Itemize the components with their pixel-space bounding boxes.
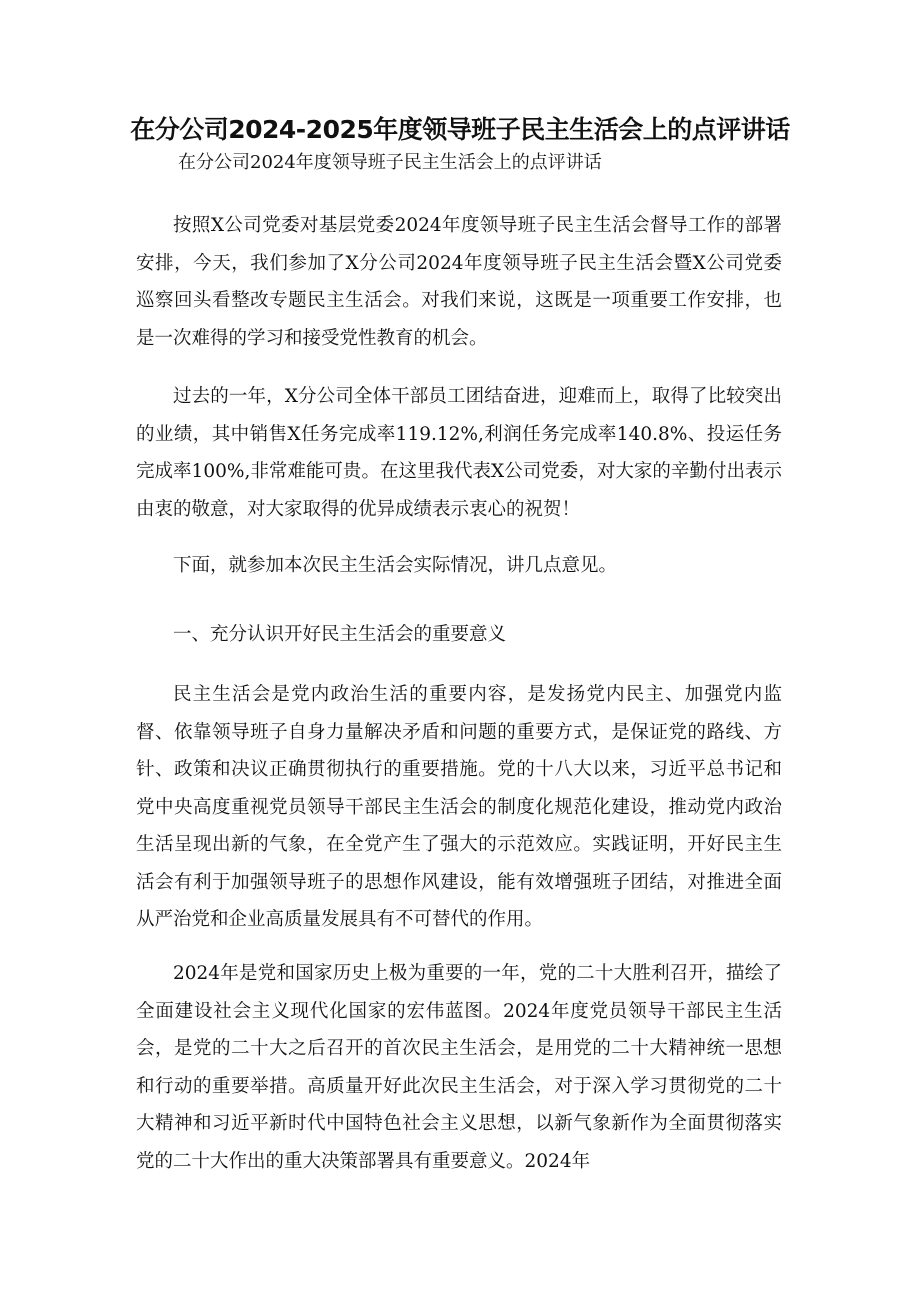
paragraph-2024: 2024年是党和国家历史上极为重要的一年，党的二十大胜利召开，描绘了全面建设社会主义现代化国家的宏伟蓝图。2024年度党员领导干部民主生活会，是党的二十大之后召开的首次民主生活会，是用党的二十大精神统一思想和行动的重要举措。高质量开好此次民主生活会，对于深入学习贯彻党的二十大精神和习近平新时代中国特色社会主义思想，以新气象新作为全面贯彻落实党的二十大作出的重大决策部署具有重要意义。2024年	[136, 963, 782, 1172]
document-title: 在分公司2024-2025年度领导班子民主生活会上的点评讲话	[130, 115, 790, 144]
document-subtitle: 在分公司2024年度领导班子民主生活会上的点评讲话	[178, 152, 602, 173]
section-heading-1: 一、充分认识开好民主生活会的重要意义	[173, 624, 507, 645]
paragraph-significance: 民主生活会是党内政治生活的重要内容，是发扬党内民主、加强党内监督、依靠领导班子自身力量解决矛盾和问题的重要方式，是保证党的路线、方针、政策和决议正确贯彻执行的重要措施。党的十八大以来，习近平总书记和党中央高度重视党员领导干部民主生活会的制度化规范化建设，推动党内政治生活呈现出新的气象，在全党产生了强大的示范效应。实践证明，开好民主生活会有利于加强领导班子的思想作风建设，能有效增强班子团结，对推进全面从严治党和企业高质量发展具有不可替代的作用。	[136, 684, 782, 930]
paragraph-transition: 下面，就参加本次民主生活会实际情况，讲几点意见。	[173, 555, 618, 576]
paragraph-intro: 按照X公司党委对基层党委2024年度领导班子民主生活会督导工作的部署安排，今天，我们参加了X分公司2024年度领导班子民主生活会暨X公司党委巡察回头看整改专题民主生活会。对我们来说，这既是一项重要工作安排，也是一次难得的学习和接受党性教育的机会。	[136, 215, 782, 349]
paragraph-achievements: 过去的一年，X分公司全体干部员工团结奋进，迎难而上，取得了比较突出的业绩，其中销售X任务完成率119.12%,利润任务完成率140.8%、投运任务完成率100%,非常难能可贵。在这里我代表X公司党委，对大家的辛勤付出表示由衷的敬意，对大家取得的优异成绩表示衷心的祝贺！	[136, 386, 782, 520]
